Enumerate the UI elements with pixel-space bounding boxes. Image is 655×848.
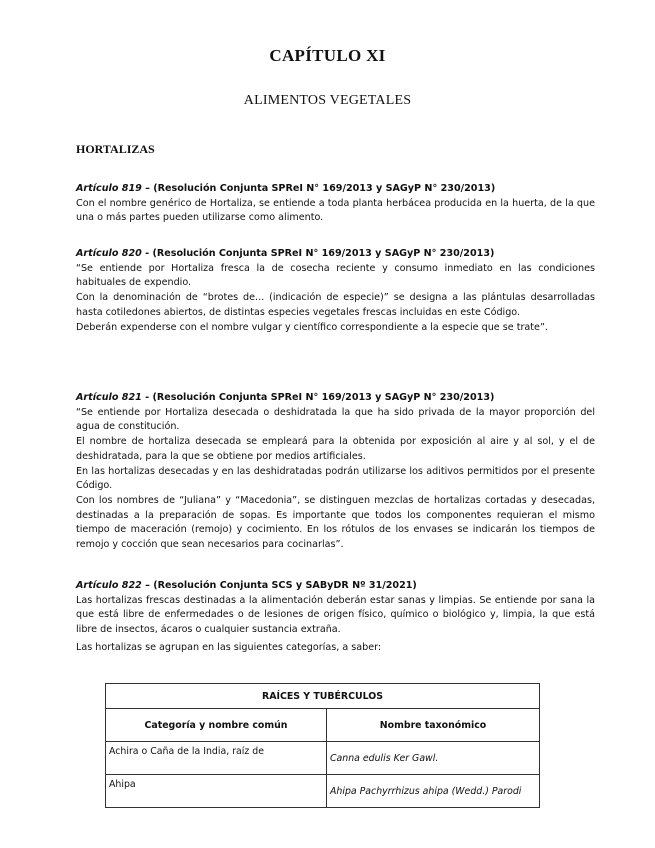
article-paragraph: El nombre de hortaliza desecada se empleará para la obtenida por exposición al aire y al sol, y el de deshidratada, para la que se obtiene por medios artificiales. — [76, 436, 595, 462]
article-paragraph: Con la denominación de “brotes de... (indicación de especie)” se designa a las plántulas desarrolladas hasta cotiledones abiertos, de distintas especies vegetales frescas incluidas en este Código. — [76, 292, 595, 318]
article-label: Artículo 819 — [76, 183, 142, 194]
article-paragraph: Deberán expenderse con el nombre vulgar y científico correspondiente a la especie que se trate”. — [76, 321, 548, 333]
article-820 — [76, 247, 595, 335]
categories-intro: Las hortalizas se agrupan en las siguientes categorías, a saber: — [76, 642, 382, 653]
chapter-subtitle: ALIMENTOS VEGETALES — [243, 93, 412, 108]
article-paragraph: Las hortalizas frescas destinadas a la alimentación deberán estar sanas y limpias. Se entiende por sana la que está libre de enfermedades o de lesiones de origen físico, químico o biológico y, limpia, la que está libre de insectos, ácaros o cualquier sustancia extraña. — [76, 594, 595, 636]
chapter-title: CAPÍTULO XI — [269, 46, 386, 65]
taxonomic-name-cell: Canna edulis Ker Gawl. — [327, 742, 540, 775]
column-header-taxonomic-name: Nombre taxonómico — [327, 709, 540, 742]
article-paragraph: Con los nombres de “Juliana” y “Macedonia”, se distinguen mezclas de hortalizas cortadas y desecadas, destinadas a la preparación de sopas. Es importante que todos los componentes requieran el mismo tiempo de maceración (remojo) y cocimiento. En los rótulos de los envases se indicarán los tiempos de remojo y cocción que sean necesarios para cocinarlas”. — [76, 494, 595, 551]
table-title-row — [106, 684, 540, 709]
article-paragraph: En las hortalizas desecadas y en las deshidratadas podrán utilizarse los aditivos permitidos por el presente Código. — [76, 465, 595, 492]
article-heading — [76, 391, 595, 406]
taxonomy-table — [105, 683, 540, 808]
article-label: Artículo 821 — [76, 392, 142, 403]
article-heading — [76, 247, 595, 262]
common-name-cell: Ahipa — [106, 775, 327, 808]
article-paragraph: “Se entiende por Hortaliza desecada o deshidratada la que ha sido privada de la mayor proporción del agua de constitución. — [76, 406, 595, 433]
article-heading — [76, 579, 595, 594]
article-819 — [76, 182, 595, 226]
article-reference: – (Resolución Conjunta SCS y SAByDR Nº 31/2021) — [141, 580, 417, 591]
article-821 — [76, 391, 595, 553]
article-reference: - (Resolución Conjunta SPReI N° 169/2013 y SAGyP N° 230/2013) — [141, 248, 495, 259]
article-reference: – (Resolución Conjunta SPReI N° 169/2013 y SAGyP N° 230/2013) — [141, 183, 496, 194]
column-header-common-name: Categoría y nombre común — [106, 709, 327, 742]
article-heading — [76, 182, 595, 197]
article-label: Artículo 820 — [76, 248, 142, 259]
common-name-cell: Achira o Caña de la India, raíz de — [106, 742, 327, 775]
taxonomic-name-cell: Ahipa Pachyrrhizus ahipa (Wedd.) Parodi — [327, 775, 540, 808]
table-title: RAÍCES Y TUBÉRCULOS — [106, 684, 540, 709]
article-label: Artículo 822 — [76, 580, 142, 591]
article-paragraph: “Se entiende por Hortaliza fresca la de cosecha reciente y consumo inmediato en las condiciones habituales de expendio. — [76, 262, 595, 289]
article-paragraph: Con el nombre genérico de Hortaliza, se entiende a toda planta herbácea producida en la huerta, de la que una o más partes pueden utilizarse como alimento. — [76, 197, 595, 224]
article-822 — [76, 579, 595, 638]
table-row — [106, 775, 540, 808]
section-heading: HORTALIZAS — [76, 142, 155, 156]
table-header-row — [106, 709, 540, 742]
table-row — [106, 742, 540, 775]
article-reference: - (Resolución Conjunta SPReI N° 169/2013 y SAGyP N° 230/2013) — [141, 392, 495, 403]
